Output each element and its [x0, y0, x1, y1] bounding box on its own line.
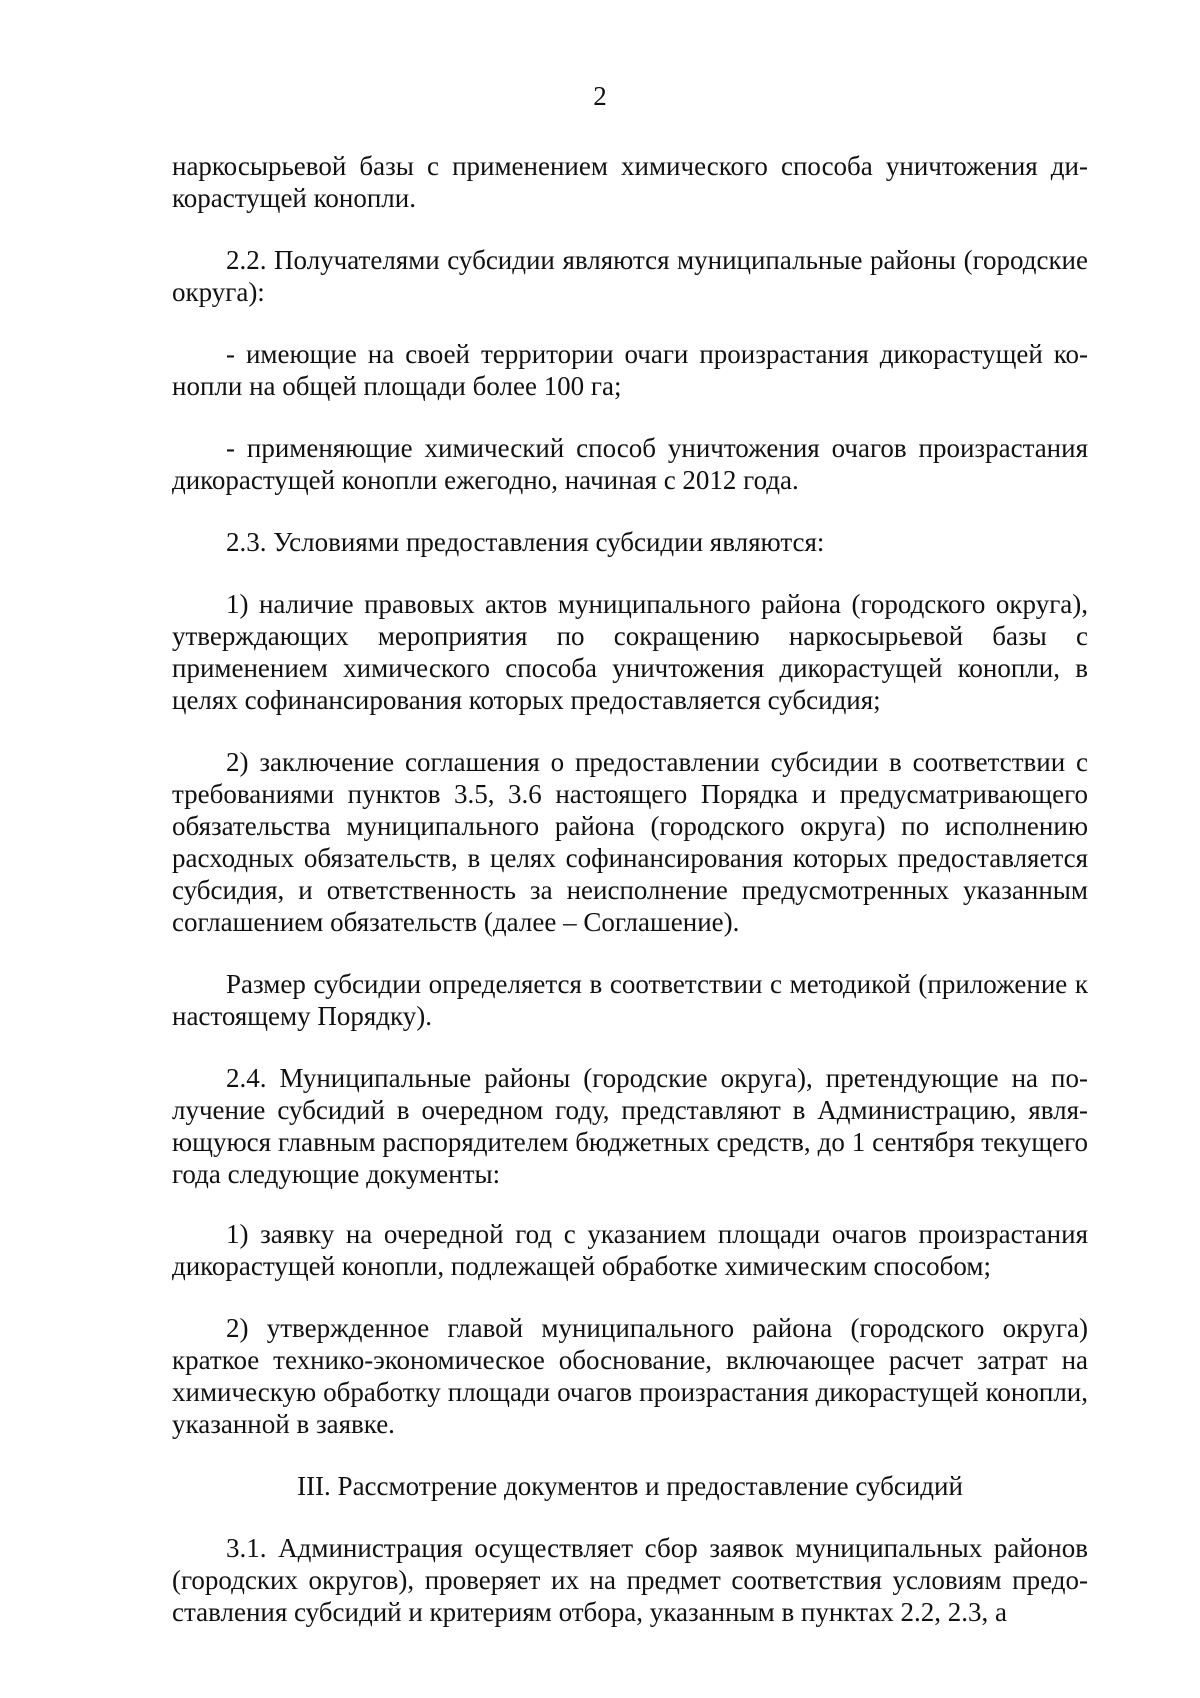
paragraph-2-4-item-1: 1) заявку на очередной год с указанием площади очагов произрастания дикорастущей конопли, подлежащей обработке химическим способом;: [172, 1219, 1088, 1281]
page-number: 2: [593, 81, 607, 111]
paragraph-continuation: наркосырьевой базы с применением химического способа уничтожения дикорастущей конопли.: [172, 151, 1088, 213]
paragraph-2-4: 2.4. Муниципальные районы (городские округа), претендующие на получение субсидий в очередном году, представляют в Администрацию, являющуюся главным распорядителем бюджетных средств, до 1 сентября текущего года следующие документы:: [172, 1063, 1088, 1189]
paragraph-2-3-item-1: 1) наличие правовых актов муниципального района (городского округа), утверждающих мероприятия по сокращению наркосырьевой базы с применением химического способа уничтожения дикорастущей конопли, в целях софинансирования которых предоставляется субсидия;: [172, 589, 1088, 715]
paragraph-2-2-item-2: - применяющие химический способ уничтожения очагов произрастания дикорастущей конопли ежегодно, начиная с 2012 года.: [172, 433, 1088, 495]
paragraph-2-2: 2.2. Получателями субсидии являются муниципальные районы (городские округа):: [172, 245, 1088, 307]
paragraph-2-4-item-2: 2) утвержденное главой муниципального района (городского округа) краткое технико-экономическое обоснование, включающее расчет затрат на химическую обработку площади очагов произрастания дикорастущей конопли, указанной в заявке.: [172, 1313, 1088, 1439]
paragraph-2-2-item-1: - имеющие на своей территории очаги произрастания дикорастущей конопли на общей площади более 100 га;: [172, 339, 1088, 401]
paragraph-2-3: 2.3. Условиями предоставления субсидии являются:: [226, 527, 825, 557]
section-heading: III. Рассмотрение документов и предоставление субсидий: [297, 1471, 963, 1501]
document-body: [172, 150, 1088, 1658]
paragraph-3-1: 3.1. Администрация осуществляет сбор заявок муниципальных районов (городских округов), проверяет их на предмет соответствия условиям предоставления субсидий и критериям отбора, указанным в пунктах 2.2, 2.3, а: [172, 1533, 1088, 1627]
paragraph-subsidy-size: Размер субсидии определяется в соответствии с методикой (приложение к настоящему Порядку).: [172, 969, 1088, 1031]
paragraph-2-3-item-2: 2) заключение соглашения о предоставлении субсидии в соответствии с требованиями пунктов 3.5, 3.6 настоящего Порядка и предусматривающего обязательства муниципального района (городского округа) по исполнению расходных обязательств, в целях софинансирования которых предоставляется субсидия, и ответственность за неисполнение предусмотренных указанным соглашением обязательств (далее – Соглашение).: [172, 747, 1088, 937]
